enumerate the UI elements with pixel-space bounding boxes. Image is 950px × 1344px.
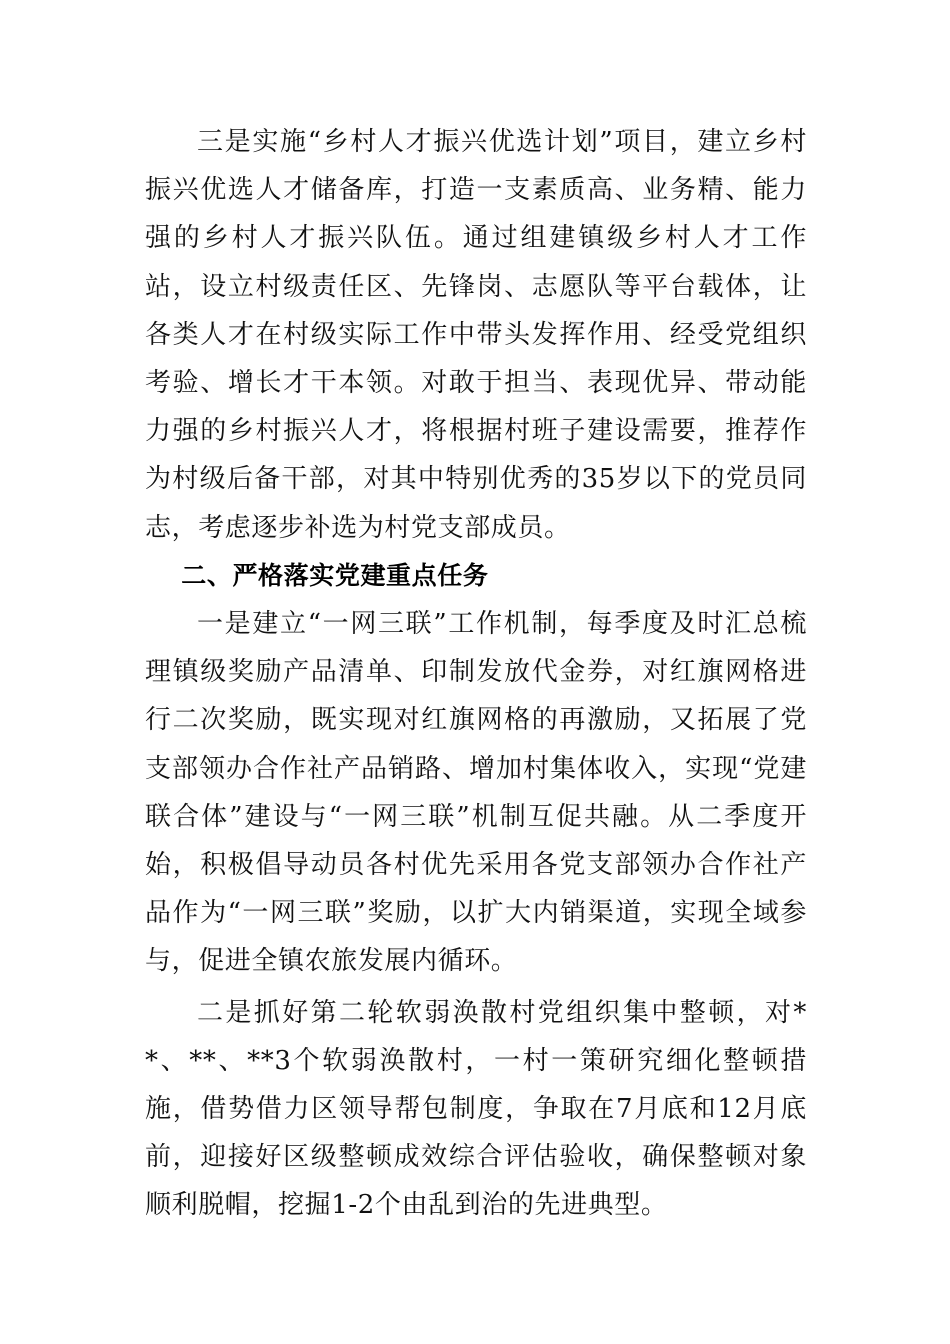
paragraph-talent-plan: 三是实施“乡村人才振兴优选计划”项目，建立乡村振兴优选人才储备库，打造一支素质高、业务精、能力强的乡村人才振兴队伍。通过组建镇级乡村人才工作站，设立村级责任区、先锋岗、志愿队等平台载体，让各类人才在村级实际工作中带头发挥作用、经受党组织考验、增长才干本领。对敢于担当、表现优异、带动能力强的乡村振兴人才，将根据村班子建设需要，推荐作为村级后备干部，对其中特别优秀的35岁以下的党员同志，考虑逐步补选为村党支部成员。 [145, 127, 807, 543]
paragraph-one-net-three-links: 一是建立“一网三联”工作机制，每季度及时汇总梳理镇级奖励产品清单、印制发放代金券，对红旗网格进行二次奖励，既实现对红旗网格的再激励，又拓展了党支部领办合作社产品销路、增加村集体收入，实现“党建联合体”建设与“一网三联”机制互促共融。从二季度开始，积极倡导动员各村优先采用各党支部领办合作社产品作为“一网三联”奖励，以扩大内销渠道，实现全域参与，促进全镇农旅发展内循环。 [145, 609, 807, 977]
document-body [145, 118, 807, 1230]
section-heading: 二、严格落实党建重点任务 [181, 560, 489, 590]
paragraph-village-rectification: 二是抓好第二轮软弱涣散村党组织集中整顿，对**、**、**3个软弱涣散村，一村一策研究细化整顿措施，借势借力区领导帮包制度，争取在7月底和12月底前，迎接好区级整顿成效综合评估验收，确保整顿对象顺利脱帽，挖掘1-2个由乱到治的先进典型。 [145, 997, 807, 1221]
